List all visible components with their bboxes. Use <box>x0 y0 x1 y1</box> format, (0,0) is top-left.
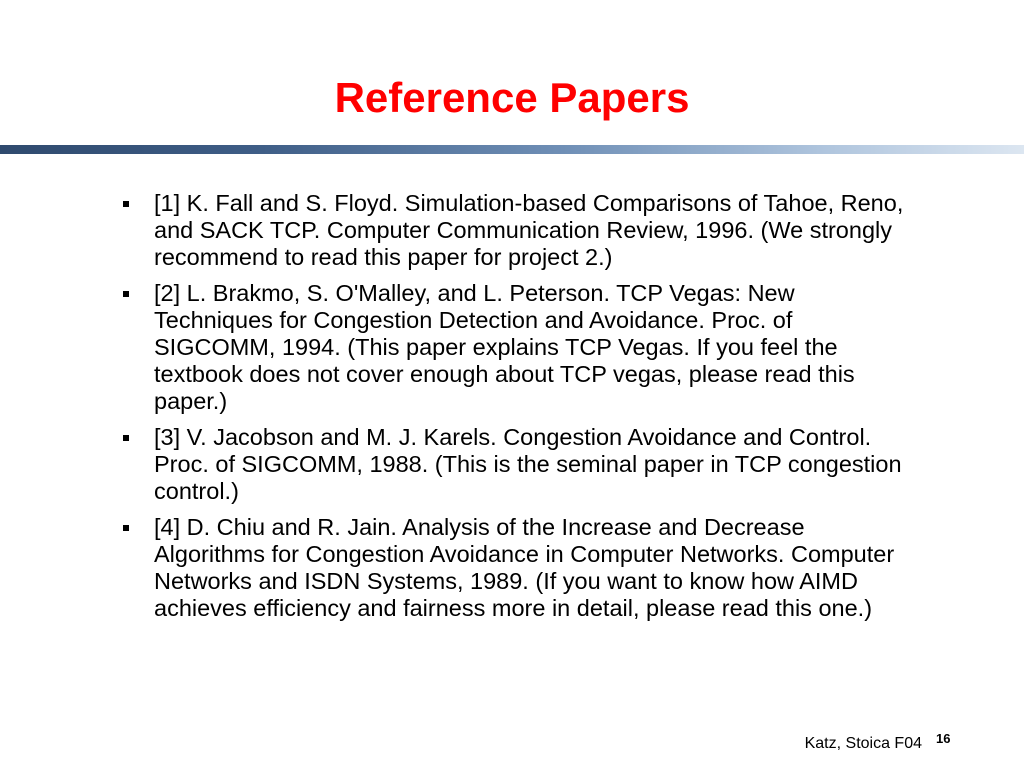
title-divider <box>0 145 1024 154</box>
reference-text: [3] V. Jacobson and M. J. Karels. Congestion Avoidance and Control. Proc. of SIGCOMM, 1988. (This is the seminal paper in TCP congestion control.) <box>154 424 902 504</box>
footer-author: Katz, Stoica F04 <box>804 735 922 752</box>
slide-title: Reference Papers <box>334 74 690 121</box>
square-bullet-icon <box>123 201 129 207</box>
reference-item <box>122 514 912 622</box>
reference-item <box>122 424 912 505</box>
reference-item <box>122 190 912 271</box>
square-bullet-icon <box>123 291 129 297</box>
reference-text: [2] L. Brakmo, S. O'Malley, and L. Peterson. TCP Vegas: New Techniques for Congestion Detection and Avoidance. Proc. of SIGCOMM, 1994. (This paper explains TCP Vegas. If you feel the textbook does not cover enough about TCP vegas, please read this paper.) <box>154 280 855 414</box>
square-bullet-icon <box>123 435 129 441</box>
page-number: 16 <box>936 731 951 746</box>
square-bullet-icon <box>123 525 129 531</box>
reference-item <box>122 280 912 415</box>
reference-text: [4] D. Chiu and R. Jain. Analysis of the Increase and Decrease Algorithms for Congestion Avoidance in Computer Networks. Computer Networks and ISDN Systems, 1989. (If you want to know how AIMD achieves efficiency and fairness more in detail, please read this one.) <box>154 514 895 621</box>
reference-text: [1] K. Fall and S. Floyd. Simulation-based Comparisons of Tahoe, Reno, and SACK TCP. Computer Communication Review, 1996. (We strongly recommend to read this paper for project 2.) <box>154 190 904 270</box>
reference-list <box>122 190 912 631</box>
